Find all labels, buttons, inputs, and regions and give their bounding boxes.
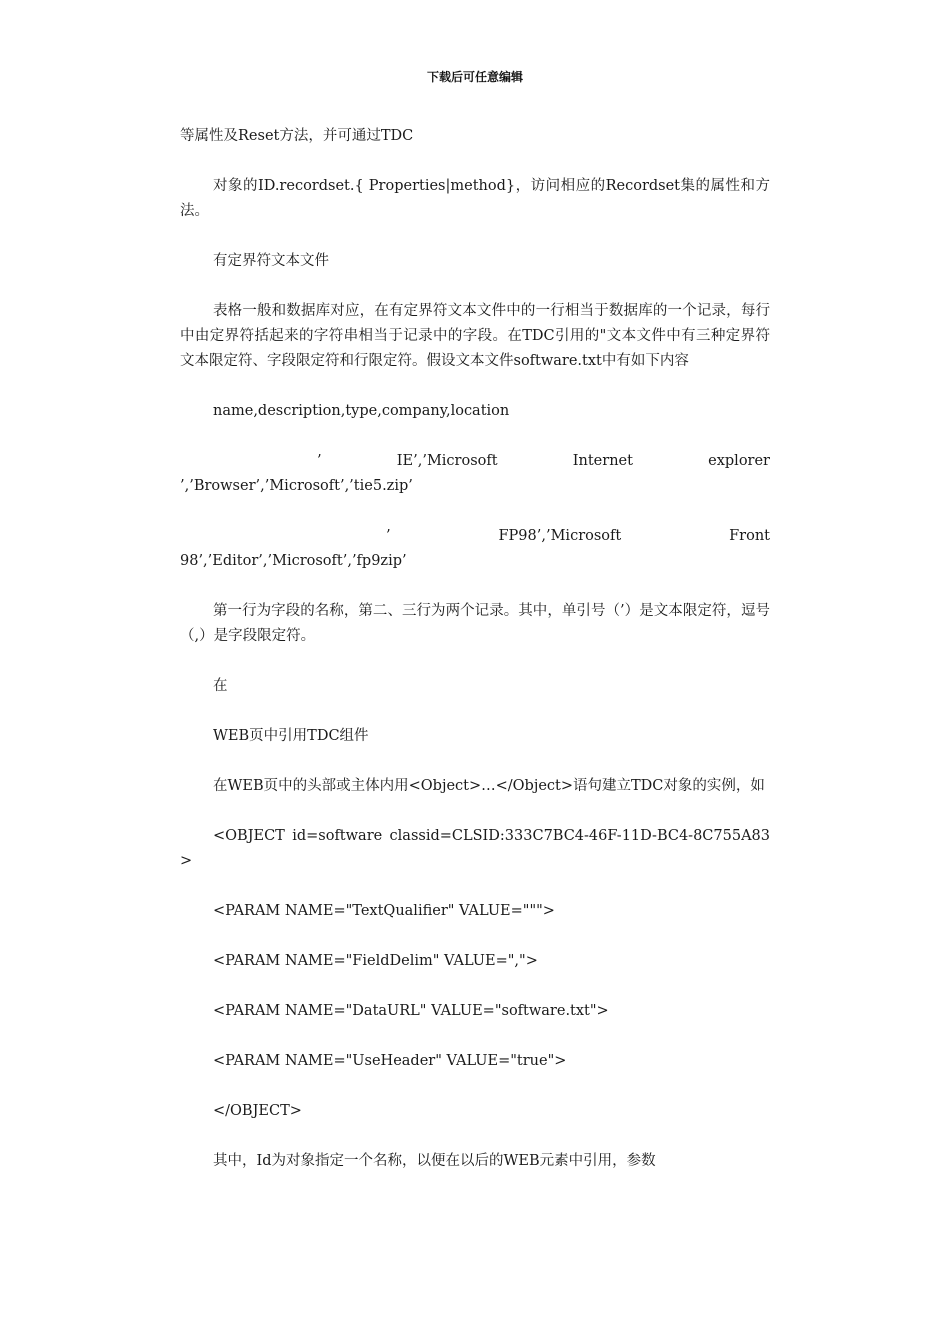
code-param-fielddelim: <PARAM NAME="FieldDelim" VALUE=","> (213, 953, 538, 969)
paragraph-reset-method: 等属性及Reset方法，并可通过TDC (180, 128, 414, 144)
paragraph-id-explanation: 其中，Id为对象指定一个名称，以便在以后的WEB元素中引用，参数 (213, 1153, 656, 1169)
code-object-close: </OBJECT> (213, 1103, 302, 1119)
paragraph-object-instance: 在WEB页中的头部或主体内用<Object>…</Object>语句建立TDC对象的实例，如 (213, 778, 765, 794)
csv-record-ie-line2: ’,’Browser’,’Microsoft’,’tie5.zip’ (180, 478, 413, 494)
code-object-open: <OBJECT id=software classid=CLSID:333C7BC4-46F-11D-BC4-8C755A83> (180, 828, 770, 869)
csv-record-ie (180, 449, 770, 499)
document-body (180, 124, 770, 1199)
paragraph-zai: 在 (213, 678, 228, 694)
csv-record-fp98 (180, 524, 770, 574)
csv-record-fp98-line1: ’ FP98’,’Microsoft Front (386, 528, 770, 544)
section-heading-delimited-text: 有定界符文本文件 (213, 253, 329, 269)
csv-record-fp98-line2: 98’,’Editor’,’Microsoft’,’fp9zip’ (180, 553, 407, 569)
csv-record-ie-line1: ’ IE’,’Microsoft Internet explorer (317, 453, 770, 469)
paragraph-qualifier-explanation: 第一行为字段的名称，第二、三行为两个记录。其中，单引号（’）是文本限定符，逗号（,）是字段限定符。 (180, 603, 770, 644)
code-param-dataurl: <PARAM NAME="DataURL" VALUE="software.txt"> (213, 1003, 609, 1019)
paragraph-recordset-access: 对象的ID.recordset.{ Properties|method}，访问相应的Recordset集的属性和方法。 (180, 178, 770, 219)
page-header: 下载后可任意编辑 (426, 70, 523, 84)
section-heading-web-tdc: WEB页中引用TDC组件 (213, 728, 369, 744)
code-param-useheader: <PARAM NAME="UseHeader" VALUE="true"> (213, 1053, 567, 1069)
csv-field-names: name,description,type,company,location (213, 403, 510, 419)
paragraph-delimiter-explanation: 表格一般和数据库对应，在有定界符文本文件中的一行相当于数据库的一个记录，每行中由定界符括起来的字符串相当于记录中的字段。在TDC引用的"文本文件中有三种定界符文本限定符、字段限定符和行限定符。假设文本文件software.txt中有如下内容 (180, 303, 770, 369)
code-param-textqualifier: <PARAM NAME="TextQualifier" VALUE="""> (213, 903, 555, 919)
